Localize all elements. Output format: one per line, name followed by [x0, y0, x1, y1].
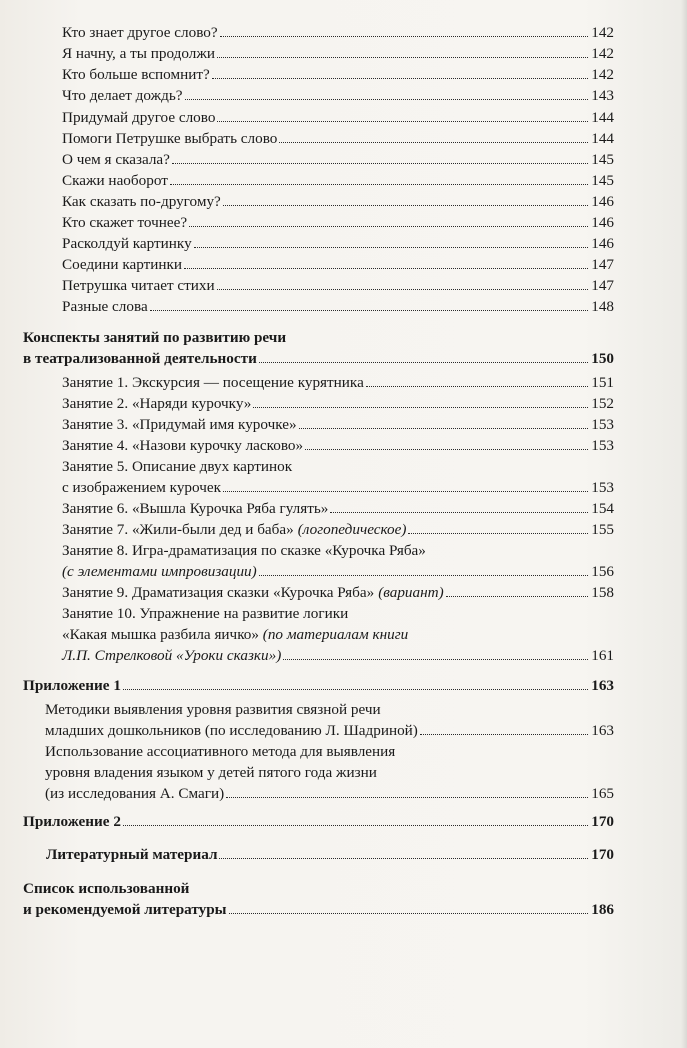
bibliography-title: и рекомендуемой литературы: [23, 901, 227, 918]
leader-dots: [189, 226, 588, 227]
leader-dots: [446, 596, 588, 597]
toc-entry-title: Петрушка читает стихи: [62, 277, 215, 294]
toc-entry-title: Как сказать по-другому?: [62, 193, 221, 210]
lesson-page: 155: [591, 521, 614, 538]
toc-entry-title: Расколдуй картинку: [62, 235, 192, 252]
toc-entry-page: 142: [591, 45, 614, 62]
lesson-title: Занятие 6. «Вышла Курочка Ряба гулять»: [62, 500, 329, 517]
leader-dots: [123, 825, 588, 826]
toc-entry-page: 144: [591, 109, 614, 126]
leader-dots: [217, 121, 588, 122]
leader-dots: [283, 659, 588, 660]
lesson-title: Занятие 3. «Придумай имя курочке»: [62, 416, 297, 433]
toc-entry-title: Я начну, а ты продолжи: [62, 45, 215, 62]
lesson-title-line[interactable]: Занятие 8. Игра-драматизация по сказке «Курочка Ряба»: [62, 542, 426, 559]
leader-dots: [226, 797, 588, 798]
lesson-title: с изображением курочек: [62, 479, 221, 496]
toc-entry[interactable]: [62, 277, 614, 294]
appendix-page: 163: [591, 677, 614, 694]
bibliography-entry[interactable]: [23, 901, 614, 918]
toc-entry[interactable]: [62, 298, 614, 315]
appendix-item-line[interactable]: уровня владения языком у детей пятого года жизни: [45, 764, 377, 781]
lesson-page: 161: [591, 647, 614, 664]
lesson-title: Занятие 1. Экскурсия — посещение курятника: [62, 374, 364, 391]
appendix-item-entry[interactable]: [45, 785, 614, 802]
leader-dots: [223, 205, 588, 206]
appendix-item-line[interactable]: Методики выявления уровня развития связной речи: [45, 701, 381, 718]
leader-dots: [185, 99, 589, 100]
lesson-entry[interactable]: [62, 500, 614, 517]
toc-entry-title: Скажи наоборот: [62, 172, 168, 189]
toc-entry-page: 146: [591, 193, 614, 210]
appendix-item-title: (из исследования А. Смаги): [45, 785, 225, 802]
lesson-entry[interactable]: [62, 374, 614, 391]
toc-entry-title: Соедини картинки: [62, 256, 183, 273]
appendix-item-page: 165: [591, 785, 614, 802]
toc-entry[interactable]: [62, 214, 614, 231]
appendix-entry[interactable]: [23, 813, 614, 830]
leader-dots: [219, 858, 588, 859]
lesson-title-line[interactable]: Занятие 10. Упражнение на развитие логики: [62, 605, 349, 622]
section-page: 150: [591, 350, 614, 367]
lesson-title-line[interactable]: Занятие 5. Описание двух картинок: [62, 458, 293, 475]
toc-entry-page: 145: [591, 151, 614, 168]
lesson-title: Занятие 7. «Жили-были дед и баба»: [62, 521, 294, 538]
appendix-page: 170: [591, 813, 614, 830]
lesson-entry[interactable]: [62, 416, 614, 433]
toc-entry-page: 147: [591, 277, 614, 294]
toc-entry-title: Что делает дождь?: [62, 87, 183, 104]
leader-dots: [217, 289, 588, 290]
toc-entry[interactable]: [62, 87, 614, 104]
leader-dots: [408, 533, 588, 534]
toc-entry-page: 142: [591, 24, 614, 41]
appendix-item-entry[interactable]: [45, 722, 614, 739]
toc-entry[interactable]: [62, 256, 614, 273]
appendix-item-page: 163: [591, 722, 614, 739]
lesson-title: Занятие 2. «Наряди курочку»: [62, 395, 252, 412]
section-heading-entry[interactable]: [23, 350, 614, 367]
lesson-page: 153: [591, 416, 614, 433]
leader-dots: [229, 913, 588, 914]
lesson-title: «Какая мышка разбила яичко»: [62, 626, 259, 643]
lesson-note: (по материалам книги: [262, 626, 409, 643]
toc-entry-title: Кто скажет точнее?: [62, 214, 188, 231]
lesson-title: Занятие 4. «Назови курочку ласково»: [62, 437, 304, 454]
lesson-page: 152: [591, 395, 614, 412]
lesson-entry[interactable]: [62, 479, 614, 496]
leader-dots: [420, 734, 588, 735]
toc-entry-title: Разные слова: [62, 298, 148, 315]
leader-dots: [212, 78, 588, 79]
toc-entry-title: Помоги Петрушке выбрать слово: [62, 130, 278, 147]
lesson-page: 156: [591, 563, 614, 580]
toc-entry[interactable]: [62, 130, 614, 147]
toc-entry[interactable]: [62, 109, 614, 126]
appendix-title: Приложение 1: [23, 677, 121, 694]
bibliography-page: 186: [591, 901, 614, 918]
lesson-page: 158: [591, 584, 614, 601]
toc-entry-title: О чем я сказала?: [62, 151, 170, 168]
lesson-note: (логопедическое): [297, 521, 407, 538]
leader-dots: [366, 386, 588, 387]
toc-entry-page: 142: [591, 66, 614, 83]
lesson-entry[interactable]: [62, 437, 614, 454]
lesson-title: Занятие 9. Драматизация сказки «Курочка Ряба»: [62, 584, 375, 601]
leader-dots: [184, 268, 588, 269]
leader-dots: [299, 428, 588, 429]
section-heading-title: в театрализованной деятельности: [23, 350, 257, 367]
leader-dots: [172, 163, 588, 164]
appendix-item-line[interactable]: Использование ассоциативного метода для выявления: [45, 743, 396, 760]
literary-title: Литературный материал: [46, 846, 218, 863]
leader-dots: [305, 449, 588, 450]
toc-entry-page: 146: [591, 235, 614, 252]
lesson-page: 151: [591, 374, 614, 391]
leader-dots: [259, 362, 588, 363]
lesson-entry[interactable]: [62, 584, 614, 601]
toc-entry-page: 147: [591, 256, 614, 273]
lesson-note: (вариант): [378, 584, 444, 601]
leader-dots: [259, 575, 588, 576]
toc-entry[interactable]: [62, 193, 614, 210]
lesson-page: 154: [591, 500, 614, 517]
page-edge-shadow: [681, 0, 687, 1048]
toc-entry-page: 146: [591, 214, 614, 231]
lesson-entry[interactable]: [62, 521, 614, 538]
toc-entry-title: Придумай другое слово: [62, 109, 216, 126]
lesson-entry[interactable]: [62, 395, 614, 412]
toc-entry-title: Кто знает другое слово?: [62, 24, 218, 41]
toc-entry[interactable]: [62, 24, 614, 41]
lesson-title-line[interactable]: [62, 626, 408, 643]
bibliography-line[interactable]: Список использованной: [23, 880, 190, 897]
lesson-note: (с элементами импровизации): [62, 563, 257, 580]
toc-entry-title: Кто больше вспомнит?: [62, 66, 210, 83]
lesson-page: 153: [591, 479, 614, 496]
toc-entry-page: 143: [591, 87, 614, 104]
appendix-entry[interactable]: [23, 677, 614, 694]
toc-entry[interactable]: [62, 66, 614, 83]
toc-entry[interactable]: [62, 151, 614, 168]
toc-entry[interactable]: [62, 172, 614, 189]
leader-dots: [223, 491, 588, 492]
appendix-item-title: младших дошкольников (по исследованию Л. Шадриной): [45, 722, 418, 739]
toc-entry-page: 144: [591, 130, 614, 147]
leader-dots: [253, 407, 588, 408]
lesson-entry[interactable]: [62, 563, 614, 580]
leader-dots: [150, 310, 588, 311]
section-heading[interactable]: Конспекты занятий по развитию речи: [23, 329, 287, 346]
appendix-title: Приложение 2: [23, 813, 121, 830]
literary-entry[interactable]: [46, 846, 614, 863]
literary-page: 170: [591, 846, 614, 863]
lesson-entry[interactable]: [62, 647, 614, 664]
toc-entry-page: 145: [591, 172, 614, 189]
leader-dots: [194, 247, 588, 248]
toc-entry-page: 148: [591, 298, 614, 315]
leader-dots: [170, 184, 588, 185]
leader-dots: [279, 142, 588, 143]
leader-dots: [330, 512, 588, 513]
leader-dots: [123, 689, 588, 690]
toc-entry[interactable]: [62, 235, 614, 252]
leader-dots: [220, 36, 588, 37]
lesson-note: Л.П. Стрелковой «Уроки сказки»): [62, 647, 282, 664]
toc-entry[interactable]: [62, 45, 614, 62]
lesson-page: 153: [591, 437, 614, 454]
leader-dots: [217, 57, 588, 58]
